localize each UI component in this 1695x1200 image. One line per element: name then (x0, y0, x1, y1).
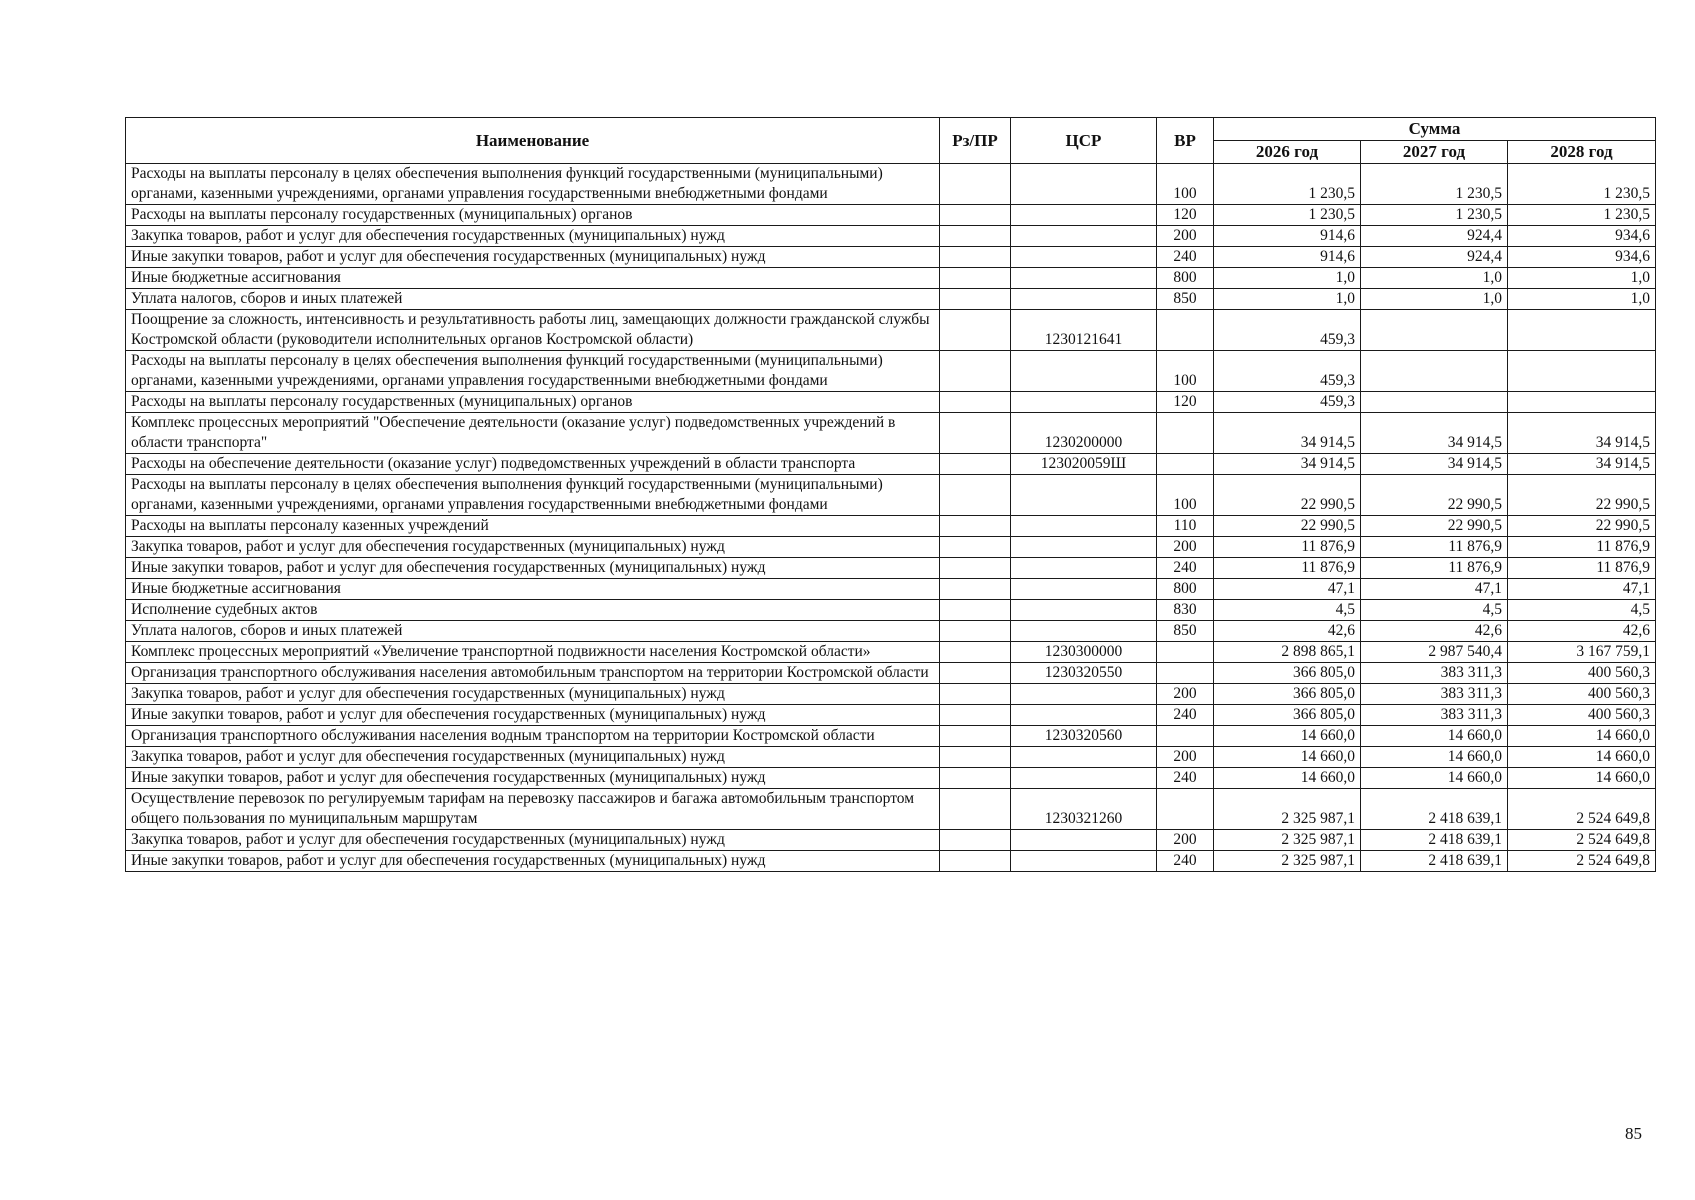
row-sum-2027-cell: 47,1 (1361, 579, 1508, 600)
row-rz-pr-cell (940, 600, 1011, 621)
row-sum-2028-cell: 400 560,3 (1508, 684, 1656, 705)
row-rz-pr-cell (940, 663, 1011, 684)
row-name-cell: Осуществление перевозок по регулируемым тарифам на перевозку пассажиров и багажа автомобильным транспортом общего пользования по муниципальным маршрутам (126, 789, 940, 830)
row-rz-pr-cell (940, 537, 1011, 558)
header-year-2026: 2026 год (1214, 141, 1361, 164)
header-csr: ЦСР (1011, 118, 1157, 164)
row-sum-2027-cell: 4,5 (1361, 600, 1508, 621)
row-name-cell: Иные закупки товаров, работ и услуг для обеспечения государственных (муниципальных) нужд (126, 768, 940, 789)
row-vr-cell: 110 (1157, 516, 1214, 537)
table-row (126, 663, 1656, 684)
row-sum-2026-cell: 11 876,9 (1214, 558, 1361, 579)
table-row (126, 789, 1656, 830)
row-sum-2028-cell: 22 990,5 (1508, 516, 1656, 537)
row-name-cell: Расходы на выплаты персоналу казенных учреждений (126, 516, 940, 537)
row-sum-2027-cell: 2 418 639,1 (1361, 830, 1508, 851)
row-csr-cell (1011, 705, 1157, 726)
row-sum-2028-cell (1508, 310, 1656, 351)
row-vr-cell: 850 (1157, 621, 1214, 642)
row-rz-pr-cell (940, 579, 1011, 600)
row-name-cell: Закупка товаров, работ и услуг для обеспечения государственных (муниципальных) нужд (126, 747, 940, 768)
row-vr-cell (1157, 726, 1214, 747)
row-sum-2027-cell: 383 311,3 (1361, 705, 1508, 726)
row-sum-2027-cell (1361, 310, 1508, 351)
row-sum-2027-cell: 924,4 (1361, 247, 1508, 268)
row-name-cell: Иные закупки товаров, работ и услуг для обеспечения государственных (муниципальных) нужд (126, 558, 940, 579)
row-vr-cell: 120 (1157, 392, 1214, 413)
row-sum-2027-cell: 22 990,5 (1361, 516, 1508, 537)
header-sum: Сумма (1214, 118, 1656, 141)
row-vr-cell (1157, 310, 1214, 351)
row-rz-pr-cell (940, 226, 1011, 247)
row-name-cell: Расходы на выплаты персоналу в целях обеспечения выполнения функций государственными (муниципальными) органами, казенными учреждениями, органами управления государственными внебюджетными фондами (126, 475, 940, 516)
row-sum-2026-cell: 366 805,0 (1214, 684, 1361, 705)
row-sum-2028-cell: 3 167 759,1 (1508, 642, 1656, 663)
row-name-cell: Иные бюджетные ассигнования (126, 268, 940, 289)
row-name-cell: Организация транспортного обслуживания населения автомобильным транспортом на территории Костромской области (126, 663, 940, 684)
row-rz-pr-cell (940, 351, 1011, 392)
header-row-1 (126, 118, 1656, 141)
row-csr-cell (1011, 268, 1157, 289)
row-sum-2026-cell: 459,3 (1214, 392, 1361, 413)
row-sum-2027-cell: 1,0 (1361, 289, 1508, 310)
row-vr-cell: 200 (1157, 684, 1214, 705)
page-number: 85 (1625, 1124, 1642, 1143)
row-csr-cell: 1230300000 (1011, 642, 1157, 663)
table-row (126, 164, 1656, 205)
row-sum-2026-cell: 47,1 (1214, 579, 1361, 600)
row-name-cell: Расходы на выплаты персоналу государственных (муниципальных) органов (126, 392, 940, 413)
row-vr-cell: 240 (1157, 768, 1214, 789)
row-sum-2027-cell: 14 660,0 (1361, 747, 1508, 768)
row-name-cell: Иные закупки товаров, работ и услуг для обеспечения государственных (муниципальных) нужд (126, 247, 940, 268)
row-rz-pr-cell (940, 413, 1011, 454)
row-sum-2028-cell (1508, 351, 1656, 392)
row-sum-2026-cell: 914,6 (1214, 226, 1361, 247)
row-vr-cell: 240 (1157, 851, 1214, 872)
row-csr-cell (1011, 351, 1157, 392)
row-csr-cell (1011, 289, 1157, 310)
row-sum-2027-cell: 2 418 639,1 (1361, 789, 1508, 830)
row-sum-2028-cell: 1,0 (1508, 289, 1656, 310)
table-row (126, 247, 1656, 268)
row-name-cell: Расходы на выплаты персоналу в целях обеспечения выполнения функций государственными (муниципальными) органами, казенными учреждениями, органами управления государственными внебюджетными фондами (126, 164, 940, 205)
table-row (126, 579, 1656, 600)
row-sum-2026-cell: 14 660,0 (1214, 747, 1361, 768)
row-csr-cell (1011, 475, 1157, 516)
row-rz-pr-cell (940, 726, 1011, 747)
row-sum-2028-cell: 400 560,3 (1508, 705, 1656, 726)
row-sum-2027-cell (1361, 392, 1508, 413)
row-csr-cell (1011, 537, 1157, 558)
row-sum-2026-cell: 459,3 (1214, 351, 1361, 392)
row-sum-2028-cell: 47,1 (1508, 579, 1656, 600)
table-row (126, 642, 1656, 663)
table-row (126, 537, 1656, 558)
row-vr-cell (1157, 663, 1214, 684)
table-row (126, 830, 1656, 851)
row-csr-cell: 1230320560 (1011, 726, 1157, 747)
table-row (126, 516, 1656, 537)
row-sum-2028-cell: 34 914,5 (1508, 413, 1656, 454)
row-name-cell: Поощрение за сложность, интенсивность и результативность работы лиц, замещающих должности гражданской службы Костромской области (руководители исполнительных органов Костромской области) (126, 310, 940, 351)
row-sum-2028-cell: 11 876,9 (1508, 537, 1656, 558)
row-rz-pr-cell (940, 830, 1011, 851)
row-sum-2026-cell: 11 876,9 (1214, 537, 1361, 558)
row-csr-cell (1011, 684, 1157, 705)
row-vr-cell: 100 (1157, 475, 1214, 516)
row-sum-2027-cell: 1 230,5 (1361, 205, 1508, 226)
row-rz-pr-cell (940, 164, 1011, 205)
row-sum-2026-cell: 2 325 987,1 (1214, 830, 1361, 851)
row-sum-2026-cell: 1,0 (1214, 289, 1361, 310)
row-sum-2028-cell: 934,6 (1508, 226, 1656, 247)
row-csr-cell: 1230121641 (1011, 310, 1157, 351)
row-sum-2026-cell: 4,5 (1214, 600, 1361, 621)
row-csr-cell (1011, 747, 1157, 768)
row-csr-cell (1011, 621, 1157, 642)
row-rz-pr-cell (940, 516, 1011, 537)
row-rz-pr-cell (940, 642, 1011, 663)
row-sum-2026-cell: 2 325 987,1 (1214, 851, 1361, 872)
row-csr-cell (1011, 226, 1157, 247)
row-rz-pr-cell (940, 789, 1011, 830)
budget-table (125, 117, 1656, 872)
row-sum-2028-cell: 2 524 649,8 (1508, 830, 1656, 851)
row-csr-cell (1011, 600, 1157, 621)
row-rz-pr-cell (940, 558, 1011, 579)
row-rz-pr-cell (940, 247, 1011, 268)
row-vr-cell: 240 (1157, 247, 1214, 268)
header-year-2027: 2027 год (1361, 141, 1508, 164)
row-sum-2027-cell: 2 418 639,1 (1361, 851, 1508, 872)
row-sum-2026-cell: 459,3 (1214, 310, 1361, 351)
row-vr-cell: 200 (1157, 537, 1214, 558)
row-csr-cell (1011, 164, 1157, 205)
row-vr-cell: 200 (1157, 226, 1214, 247)
row-csr-cell (1011, 247, 1157, 268)
row-sum-2026-cell: 1,0 (1214, 268, 1361, 289)
row-sum-2028-cell: 34 914,5 (1508, 454, 1656, 475)
row-vr-cell: 240 (1157, 705, 1214, 726)
row-sum-2026-cell: 2 325 987,1 (1214, 789, 1361, 830)
row-csr-cell (1011, 392, 1157, 413)
row-sum-2026-cell: 1 230,5 (1214, 205, 1361, 226)
row-vr-cell (1157, 642, 1214, 663)
row-csr-cell (1011, 516, 1157, 537)
table-row (126, 289, 1656, 310)
table-row (126, 747, 1656, 768)
table-row (126, 726, 1656, 747)
row-csr-cell (1011, 851, 1157, 872)
table-row (126, 600, 1656, 621)
table-row (126, 226, 1656, 247)
row-csr-cell (1011, 579, 1157, 600)
row-sum-2026-cell: 34 914,5 (1214, 413, 1361, 454)
row-name-cell: Закупка товаров, работ и услуг для обеспечения государственных (муниципальных) нужд (126, 226, 940, 247)
row-name-cell: Иные бюджетные ассигнования (126, 579, 940, 600)
row-name-cell: Иные закупки товаров, работ и услуг для обеспечения государственных (муниципальных) нужд (126, 851, 940, 872)
row-name-cell: Закупка товаров, работ и услуг для обеспечения государственных (муниципальных) нужд (126, 830, 940, 851)
row-rz-pr-cell (940, 205, 1011, 226)
table-header (126, 118, 1656, 164)
row-rz-pr-cell (940, 392, 1011, 413)
row-sum-2027-cell: 42,6 (1361, 621, 1508, 642)
row-name-cell: Расходы на обеспечение деятельности (оказание услуг) подведомственных учреждений в области транспорта (126, 454, 940, 475)
row-sum-2028-cell: 1,0 (1508, 268, 1656, 289)
row-csr-cell: 1230200000 (1011, 413, 1157, 454)
table-body (126, 164, 1656, 872)
row-sum-2027-cell: 1,0 (1361, 268, 1508, 289)
header-name: Наименование (126, 118, 940, 164)
row-sum-2028-cell: 934,6 (1508, 247, 1656, 268)
row-sum-2027-cell: 11 876,9 (1361, 537, 1508, 558)
row-vr-cell: 240 (1157, 558, 1214, 579)
row-sum-2026-cell: 22 990,5 (1214, 516, 1361, 537)
row-sum-2028-cell: 2 524 649,8 (1508, 851, 1656, 872)
row-sum-2027-cell: 383 311,3 (1361, 663, 1508, 684)
row-rz-pr-cell (940, 768, 1011, 789)
row-name-cell: Закупка товаров, работ и услуг для обеспечения государственных (муниципальных) нужд (126, 537, 940, 558)
row-rz-pr-cell (940, 454, 1011, 475)
row-sum-2026-cell: 914,6 (1214, 247, 1361, 268)
row-name-cell: Закупка товаров, работ и услуг для обеспечения государственных (муниципальных) нужд (126, 684, 940, 705)
row-name-cell: Организация транспортного обслуживания населения водным транспортом на территории Костромской области (126, 726, 940, 747)
row-sum-2027-cell: 22 990,5 (1361, 475, 1508, 516)
row-sum-2028-cell: 14 660,0 (1508, 726, 1656, 747)
table-row (126, 768, 1656, 789)
row-vr-cell: 800 (1157, 268, 1214, 289)
row-sum-2027-cell: 2 987 540,4 (1361, 642, 1508, 663)
row-rz-pr-cell (940, 310, 1011, 351)
row-sum-2027-cell: 11 876,9 (1361, 558, 1508, 579)
row-sum-2027-cell: 34 914,5 (1361, 413, 1508, 454)
row-sum-2026-cell: 1 230,5 (1214, 164, 1361, 205)
table-row (126, 310, 1656, 351)
table-row (126, 205, 1656, 226)
row-vr-cell: 200 (1157, 830, 1214, 851)
table-row (126, 851, 1656, 872)
row-vr-cell: 100 (1157, 164, 1214, 205)
table-row (126, 268, 1656, 289)
row-sum-2026-cell: 366 805,0 (1214, 663, 1361, 684)
row-vr-cell: 100 (1157, 351, 1214, 392)
row-sum-2028-cell: 1 230,5 (1508, 205, 1656, 226)
row-rz-pr-cell (940, 621, 1011, 642)
row-name-cell: Расходы на выплаты персоналу в целях обеспечения выполнения функций государственными (муниципальными) органами, казенными учреждениями, органами управления государственными внебюджетными фондами (126, 351, 940, 392)
row-sum-2026-cell: 22 990,5 (1214, 475, 1361, 516)
row-csr-cell: 123020059Ш (1011, 454, 1157, 475)
row-sum-2027-cell: 924,4 (1361, 226, 1508, 247)
row-name-cell: Уплата налогов, сборов и иных платежей (126, 621, 940, 642)
row-sum-2028-cell: 1 230,5 (1508, 164, 1656, 205)
row-vr-cell: 830 (1157, 600, 1214, 621)
row-vr-cell: 850 (1157, 289, 1214, 310)
row-csr-cell: 1230321260 (1011, 789, 1157, 830)
row-sum-2026-cell: 14 660,0 (1214, 726, 1361, 747)
row-sum-2028-cell: 22 990,5 (1508, 475, 1656, 516)
header-year-2028: 2028 год (1508, 141, 1656, 164)
row-sum-2028-cell: 14 660,0 (1508, 747, 1656, 768)
row-sum-2026-cell: 2 898 865,1 (1214, 642, 1361, 663)
row-sum-2028-cell: 2 524 649,8 (1508, 789, 1656, 830)
row-name-cell: Исполнение судебных актов (126, 600, 940, 621)
row-sum-2027-cell (1361, 351, 1508, 392)
row-sum-2027-cell: 1 230,5 (1361, 164, 1508, 205)
table-row (126, 684, 1656, 705)
row-sum-2028-cell: 14 660,0 (1508, 768, 1656, 789)
budget-table-container (125, 117, 1655, 872)
row-rz-pr-cell (940, 705, 1011, 726)
row-sum-2028-cell (1508, 392, 1656, 413)
row-vr-cell (1157, 789, 1214, 830)
header-rz-pr: Рз/ПР (940, 118, 1011, 164)
table-row (126, 351, 1656, 392)
table-row (126, 621, 1656, 642)
row-sum-2026-cell: 34 914,5 (1214, 454, 1361, 475)
row-csr-cell (1011, 558, 1157, 579)
row-rz-pr-cell (940, 268, 1011, 289)
row-csr-cell: 1230320550 (1011, 663, 1157, 684)
row-sum-2028-cell: 11 876,9 (1508, 558, 1656, 579)
row-vr-cell: 120 (1157, 205, 1214, 226)
row-csr-cell (1011, 830, 1157, 851)
header-vr: ВР (1157, 118, 1214, 164)
row-sum-2028-cell: 42,6 (1508, 621, 1656, 642)
row-name-cell: Комплекс процессных мероприятий "Обеспечение деятельности (оказание услуг) подведомственных учреждений в области транспорта" (126, 413, 940, 454)
row-name-cell: Расходы на выплаты персоналу государственных (муниципальных) органов (126, 205, 940, 226)
row-rz-pr-cell (940, 475, 1011, 516)
table-row (126, 413, 1656, 454)
row-rz-pr-cell (940, 684, 1011, 705)
row-name-cell: Иные закупки товаров, работ и услуг для обеспечения государственных (муниципальных) нужд (126, 705, 940, 726)
row-csr-cell (1011, 768, 1157, 789)
row-vr-cell (1157, 454, 1214, 475)
row-vr-cell (1157, 413, 1214, 454)
row-rz-pr-cell (940, 851, 1011, 872)
table-row (126, 705, 1656, 726)
row-sum-2027-cell: 383 311,3 (1361, 684, 1508, 705)
row-sum-2028-cell: 400 560,3 (1508, 663, 1656, 684)
table-row (126, 392, 1656, 413)
row-sum-2027-cell: 14 660,0 (1361, 768, 1508, 789)
row-rz-pr-cell (940, 289, 1011, 310)
row-sum-2026-cell: 14 660,0 (1214, 768, 1361, 789)
table-row (126, 558, 1656, 579)
table-row (126, 454, 1656, 475)
row-sum-2028-cell: 4,5 (1508, 600, 1656, 621)
row-sum-2027-cell: 34 914,5 (1361, 454, 1508, 475)
row-vr-cell: 800 (1157, 579, 1214, 600)
row-sum-2026-cell: 366 805,0 (1214, 705, 1361, 726)
row-sum-2027-cell: 14 660,0 (1361, 726, 1508, 747)
table-row (126, 475, 1656, 516)
row-sum-2026-cell: 42,6 (1214, 621, 1361, 642)
row-name-cell: Уплата налогов, сборов и иных платежей (126, 289, 940, 310)
row-csr-cell (1011, 205, 1157, 226)
row-vr-cell: 200 (1157, 747, 1214, 768)
row-rz-pr-cell (940, 747, 1011, 768)
row-name-cell: Комплекс процессных мероприятий «Увеличение транспортной подвижности населения Костромской области» (126, 642, 940, 663)
